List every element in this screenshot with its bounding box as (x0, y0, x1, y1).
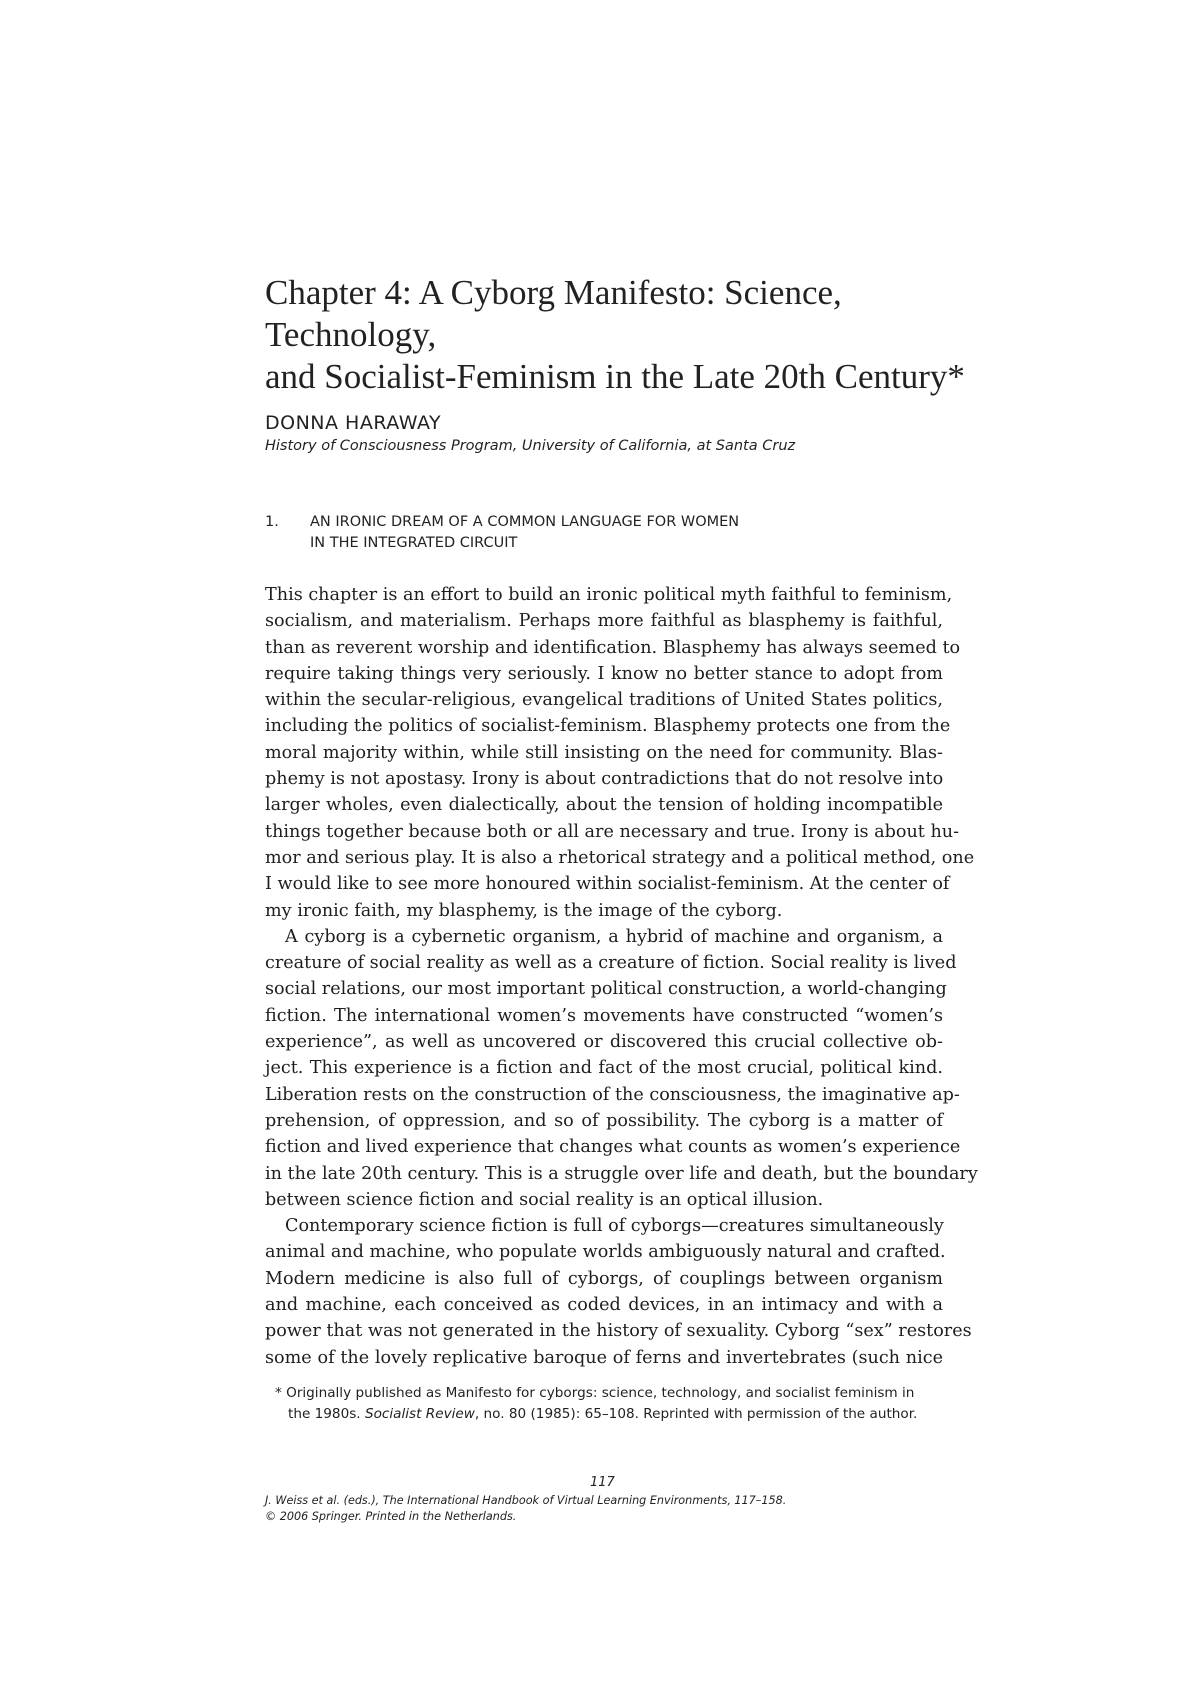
body-line: Contemporary science fiction is full of cyborgs—creatures simultaneously (285, 1216, 944, 1237)
footnote (275, 1383, 945, 1425)
body-line: some of the lovely replicative baroque of ferns and invertebrates (such nice (265, 1347, 943, 1368)
body-line: Modern medicine is also full of cyborgs, of couplings between organism (265, 1268, 943, 1289)
body-line: power that was not generated in the history of sexuality. Cyborg “sex” restores (265, 1321, 972, 1342)
body-line: fiction. The international women’s movements have constructed “women’s (265, 1005, 943, 1026)
section-title-line-1: AN IRONIC DREAM OF A COMMON LANGUAGE FOR WOMEN (310, 514, 740, 530)
body-line: Liberation rests on the construction of the consciousness, the imaginative ap- (265, 1084, 960, 1105)
journal-title: Socialist Review (364, 1406, 475, 1422)
footnote-line-2 (275, 1404, 945, 1425)
body-line: experience”, as well as uncovered or discovered this crucial collective ob- (265, 1032, 943, 1053)
footnote-line-1: * Originally published as Manifesto for cyborgs: science, technology, and socialist feminism in (275, 1385, 915, 1401)
body-line: larger wholes, even dialectically, about the tension of holding incompatible (265, 795, 943, 816)
body-line: moral majority within, while still insisting on the need for community. Blas- (265, 742, 943, 763)
footnote-text: , no. 80 (1985): 65–108. Reprinted with permission of the author. (474, 1406, 918, 1422)
body-line: I would like to see more honoured within socialist-feminism. At the center of (265, 874, 950, 895)
section-number: 1. (265, 514, 279, 530)
body-line: ject. This experience is a fiction and fact of the most crucial, political kind. (265, 1058, 943, 1079)
citation-line-1: J. Weiss et al. (eds.), The International Handbook of Virtual Learning Environments, 117–158. (265, 1494, 787, 1507)
body-line: socialism, and materialism. Perhaps more faithful as blasphemy is faithful, (265, 611, 943, 632)
body-line: A cyborg is a cybernetic organism, a hybrid of machine and organism, a (285, 926, 943, 947)
copyright-line: © 2006 Springer. Printed in the Netherlands. (265, 1510, 517, 1523)
chapter-title-line-1: Chapter 4: A Cyborg Manifesto: Science, Technology, (265, 273, 842, 354)
body-line: require taking things very seriously. I know no better stance to adopt from (265, 663, 943, 684)
author-affiliation: History of Consciousness Program, University of California, at Santa Cruz (265, 438, 796, 454)
body-line: fiction and lived experience that changes what counts as women’s experience (265, 1137, 961, 1158)
body-line: my ironic faith, my blasphemy, is the image of the cyborg. (265, 900, 783, 921)
section-title (310, 512, 910, 554)
body-line: and machine, each conceived as coded devices, in an intimacy and with a (265, 1295, 943, 1316)
author-name: DONNA HARAWAY (265, 412, 442, 434)
body-line: animal and machine, who populate worlds ambiguously natural and crafted. (265, 1242, 946, 1263)
body-text (265, 582, 978, 1371)
body-line: within the secular-religious, evangelical traditions of United States politics, (265, 690, 943, 711)
body-line: things together because both or all are necessary and true. Irony is about hu- (265, 821, 960, 842)
body-line: social relations, our most important political construction, a world-changing (265, 979, 947, 1000)
body-line: between science fiction and social reality is an optical illusion. (265, 1189, 824, 1210)
footnote-text: the 1980s. (288, 1406, 365, 1422)
citation-block (265, 1493, 786, 1525)
body-line: including the politics of socialist-feminism. Blasphemy protects one from the (265, 716, 951, 737)
body-line: than as reverent worship and identification. Blasphemy has always seemed to (265, 637, 961, 658)
body-line: creature of social reality as well as a creature of fiction. Social reality is lived (265, 953, 957, 974)
body-line: prehension, of oppression, and so of possibility. The cyborg is a matter of (265, 1110, 943, 1131)
body-line: This chapter is an effort to build an ironic political myth faithful to feminism, (265, 585, 953, 605)
body-line: phemy is not apostasy. Irony is about contradictions that do not resolve into (265, 769, 944, 790)
chapter-title (265, 272, 985, 398)
body-line: mor and serious play. It is also a rhetorical strategy and a political method, one (265, 847, 975, 868)
page-number: 117 (590, 1475, 615, 1490)
section-title-line-2: IN THE INTEGRATED CIRCUIT (310, 535, 518, 551)
chapter-title-line-2: and Socialist-Feminism in the Late 20th Century* (265, 357, 965, 396)
body-line: in the late 20th century. This is a struggle over life and death, but the boundary (265, 1163, 978, 1184)
